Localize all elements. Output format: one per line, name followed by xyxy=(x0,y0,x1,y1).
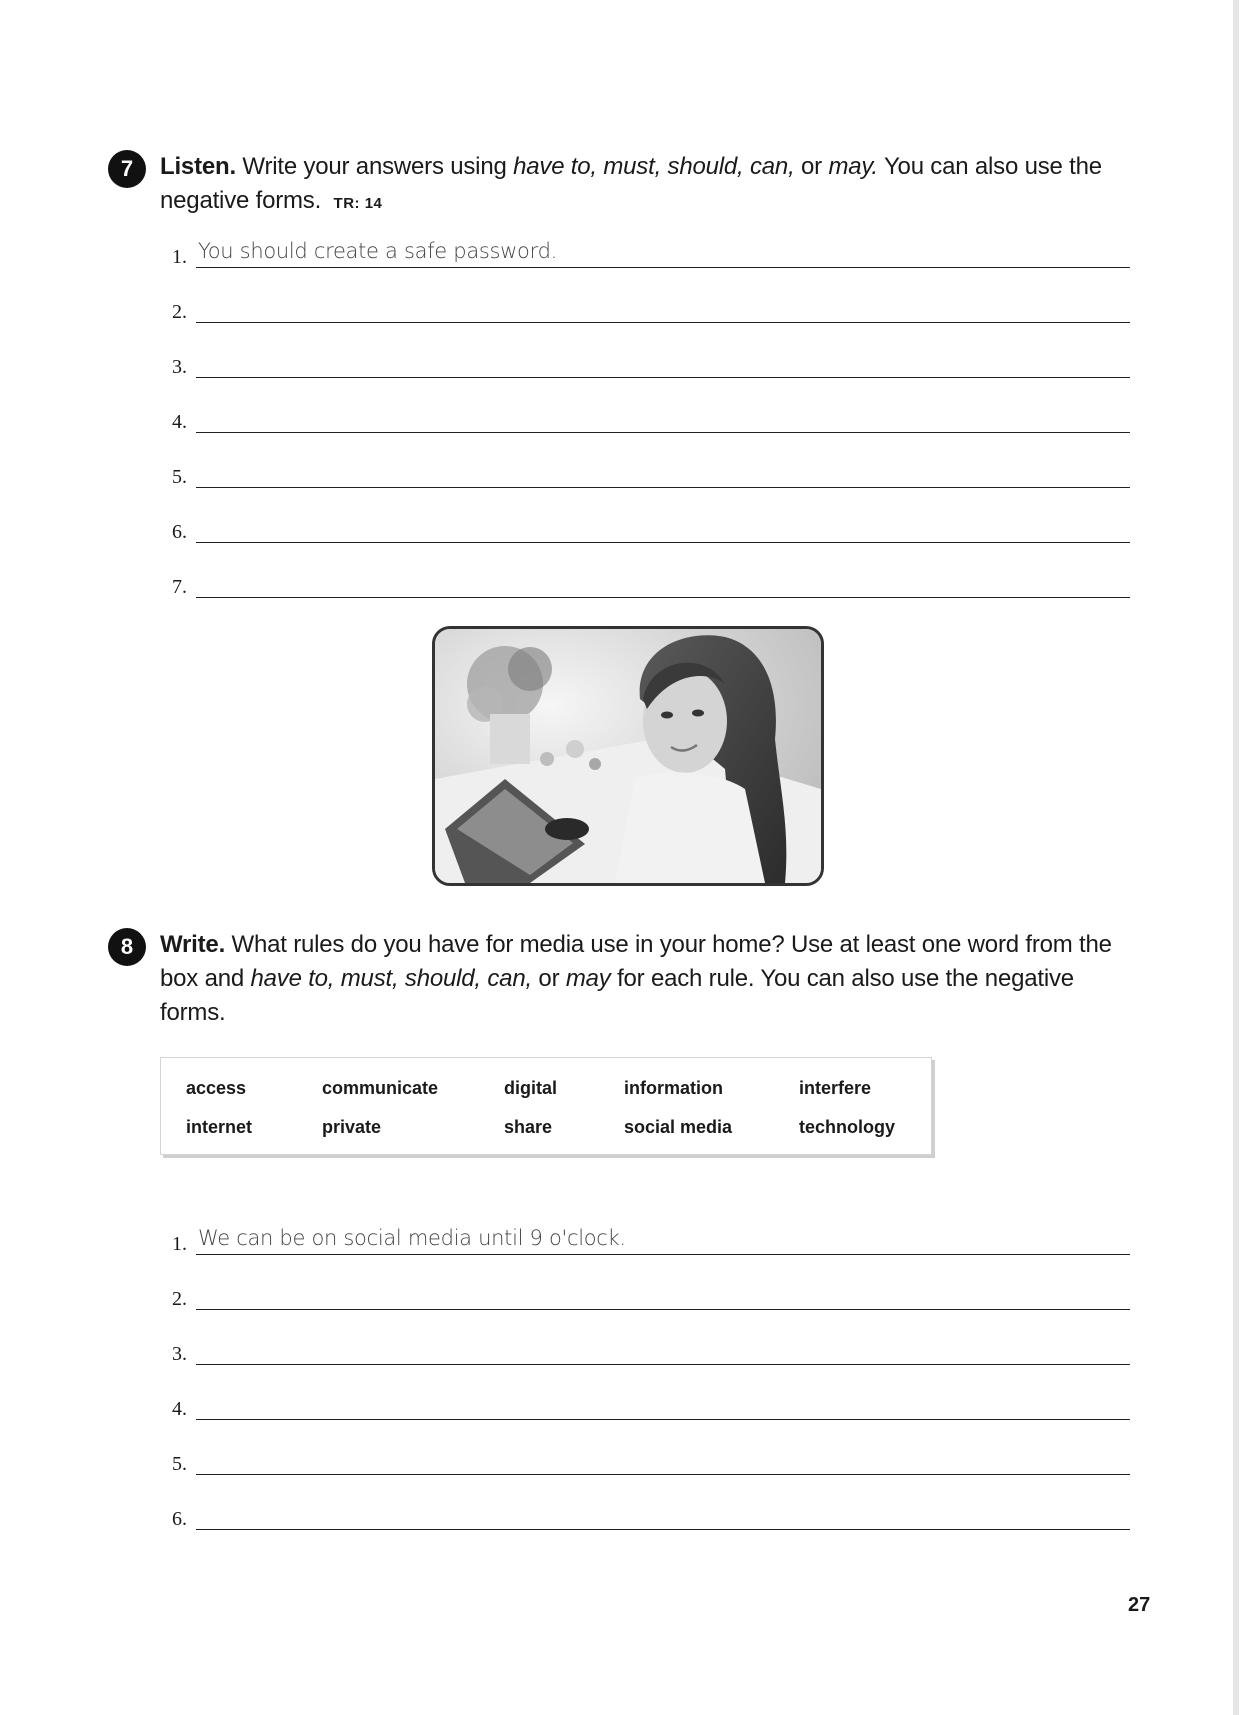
word-box xyxy=(160,1057,932,1155)
modal-may: may. xyxy=(828,153,878,180)
instr-text-2: You can also use the negative forms. xyxy=(160,153,1102,214)
modal-have-to: have to, xyxy=(250,965,335,992)
instr-or: or xyxy=(801,153,822,180)
item-number: 5. xyxy=(172,466,187,488)
item-number: 5. xyxy=(172,1453,187,1475)
answer-line[interactable] xyxy=(172,1380,1130,1420)
instr-or: or xyxy=(538,965,560,992)
answer-line[interactable] xyxy=(172,338,1130,378)
instr-text: Write your answers using xyxy=(242,153,507,180)
modal-may: may xyxy=(565,965,611,992)
instr-text-2: for each rule. You can also use the negative forms. xyxy=(160,965,1074,1026)
item-number: 6. xyxy=(172,1508,187,1530)
write-line xyxy=(196,1254,1130,1255)
modal-must: must, xyxy=(340,965,399,992)
answer-line[interactable] xyxy=(172,1215,1130,1255)
modal-must: must, xyxy=(603,153,662,180)
exercise-7-instructions xyxy=(160,150,1120,221)
photo-girl-with-tablet xyxy=(432,626,824,886)
page-edge-shadow xyxy=(1233,0,1239,1715)
modal-should: should, xyxy=(667,153,744,180)
item-number: 1. xyxy=(172,246,187,268)
answer-line[interactable] xyxy=(172,448,1130,488)
answer-line[interactable] xyxy=(172,283,1130,323)
modal-should: should, xyxy=(404,965,481,992)
word: information xyxy=(624,1078,723,1098)
exercise-8-instructions xyxy=(160,928,1120,1030)
word: communicate xyxy=(322,1078,439,1098)
answer-line[interactable] xyxy=(172,393,1130,433)
exercise-7-lead: Listen. xyxy=(160,153,236,180)
item-number: 4. xyxy=(172,1398,187,1420)
write-line xyxy=(196,597,1130,598)
answer-line[interactable] xyxy=(172,1325,1130,1365)
write-line xyxy=(196,322,1130,323)
item-number: 7. xyxy=(172,576,187,598)
item-number: 2. xyxy=(172,301,187,323)
modal-have-to: have to, xyxy=(513,153,597,180)
answer-line[interactable] xyxy=(172,558,1130,598)
write-line xyxy=(196,1474,1130,1475)
answer-line[interactable] xyxy=(172,228,1130,268)
item-number: 2. xyxy=(172,1288,187,1310)
exercise-8-number-badge: 8 xyxy=(108,928,146,966)
write-line xyxy=(196,432,1130,433)
photo-illustration xyxy=(435,629,821,883)
answer-line[interactable] xyxy=(172,1270,1130,1310)
exercise-8-header xyxy=(108,928,1128,1028)
write-line xyxy=(196,267,1130,268)
track-label: TR: 14 xyxy=(333,195,383,212)
write-line xyxy=(196,542,1130,543)
exercise-7-number-badge: 7 xyxy=(108,150,146,188)
answer-line[interactable] xyxy=(172,503,1130,543)
modal-can: can, xyxy=(749,153,795,180)
word: access xyxy=(186,1078,247,1098)
write-line xyxy=(196,1364,1130,1365)
write-line xyxy=(196,1309,1130,1310)
item-number: 3. xyxy=(172,356,187,378)
write-line xyxy=(196,377,1130,378)
word: technology xyxy=(799,1117,896,1137)
instr-text: What rules do you have for media use in your home? Use at least one word from the box and xyxy=(160,931,1112,992)
word: social media xyxy=(624,1117,733,1137)
answer-line[interactable] xyxy=(172,1490,1130,1530)
exercise-7-header xyxy=(108,150,1128,214)
handwritten-answer: You should create a safe password. xyxy=(198,239,557,263)
word: internet xyxy=(186,1117,253,1137)
write-line xyxy=(196,1419,1130,1420)
answer-line[interactable] xyxy=(172,1435,1130,1475)
exercise-8-lead: Write. xyxy=(160,931,226,958)
handwritten-answer: We can be on social media until 9 o'clock. xyxy=(198,1226,626,1250)
word: digital xyxy=(504,1078,557,1098)
item-number: 6. xyxy=(172,521,187,543)
write-line xyxy=(196,487,1130,488)
item-number: 3. xyxy=(172,1343,187,1365)
item-number: 1. xyxy=(172,1233,187,1255)
word: interfere xyxy=(799,1078,872,1098)
item-number: 4. xyxy=(172,411,187,433)
modal-can: can, xyxy=(487,965,532,992)
write-line xyxy=(196,1529,1130,1530)
word: share xyxy=(504,1117,553,1137)
word: private xyxy=(322,1117,382,1137)
page-number: 27 xyxy=(1128,1594,1151,1616)
